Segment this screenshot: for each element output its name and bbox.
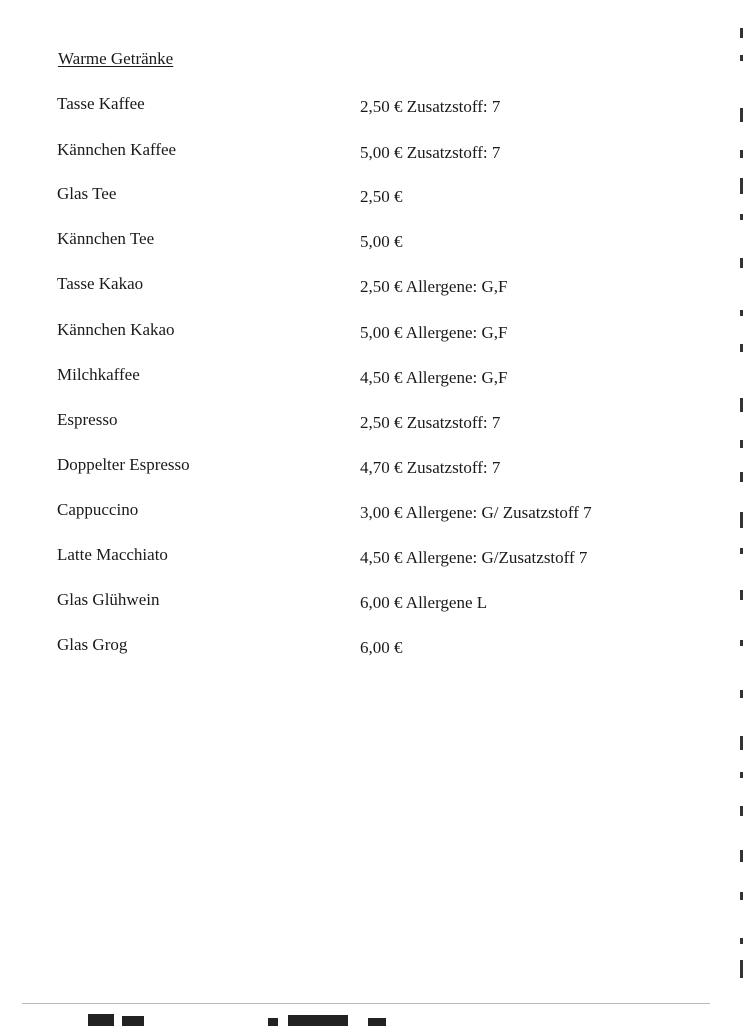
menu-item-name: Tasse Kaffee (57, 94, 145, 113)
menu-item-price-details: 5,00 € Zusatzstoff: 7 (360, 143, 501, 162)
menu-item (0, 274, 744, 300)
menu-item (0, 320, 744, 346)
menu-item (0, 140, 744, 166)
menu-item-name: Doppelter Espresso (57, 455, 190, 474)
bottom-divider (22, 1003, 710, 1004)
menu-item-price-details: 6,00 € (360, 638, 403, 657)
menu-item-price-details: 4,50 € Allergene: G,F (360, 368, 508, 387)
menu-item (0, 184, 744, 210)
menu-item-price-details: 6,00 € Allergene L (360, 593, 488, 612)
menu-item (0, 365, 744, 391)
menu-item-price-details: 4,50 € Allergene: G/Zusatzstoff 7 (360, 548, 588, 567)
menu-item-name: Kännchen Tee (57, 229, 155, 248)
menu-item-price-details: 4,70 € Zusatzstoff: 7 (360, 458, 501, 477)
menu-item-price-details: 2,50 € Allergene: G,F (360, 277, 508, 296)
menu-item-name: Cappuccino (57, 500, 139, 519)
menu-item-name: Espresso (57, 410, 118, 429)
menu-item (0, 94, 744, 120)
menu-item (0, 590, 744, 616)
cut-off-footer-text (88, 1014, 388, 1026)
menu-item-name: Glas Grog (57, 635, 128, 654)
menu-item-name: Tasse Kakao (57, 274, 144, 293)
menu-item (0, 229, 744, 255)
menu-item-name: Milchkaffee (57, 365, 140, 384)
menu-item (0, 455, 744, 481)
menu-item-name: Glas Glühwein (57, 590, 160, 609)
menu-item (0, 410, 744, 436)
menu-item-name: Kännchen Kaffee (57, 140, 177, 159)
menu-item (0, 500, 744, 526)
scan-edge-marks (738, 0, 744, 1024)
menu-item-price-details: 5,00 € (360, 232, 403, 251)
menu-item-price-details: 2,50 € (360, 187, 403, 206)
menu-item (0, 635, 744, 661)
page-heading: Warme Getränke (58, 49, 174, 68)
menu-item (0, 545, 744, 571)
menu-item-price-details: 5,00 € Allergene: G,F (360, 323, 508, 342)
menu-item-name: Kännchen Kakao (57, 320, 175, 339)
menu-item-name: Glas Tee (57, 184, 117, 203)
menu-item-price-details: 2,50 € Zusatzstoff: 7 (360, 413, 501, 432)
menu-item-name: Latte Macchiato (57, 545, 168, 564)
menu-item-price-details: 3,00 € Allergene: G/ Zusatzstoff 7 (360, 503, 592, 522)
menu-item-price-details: 2,50 € Zusatzstoff: 7 (360, 97, 501, 116)
